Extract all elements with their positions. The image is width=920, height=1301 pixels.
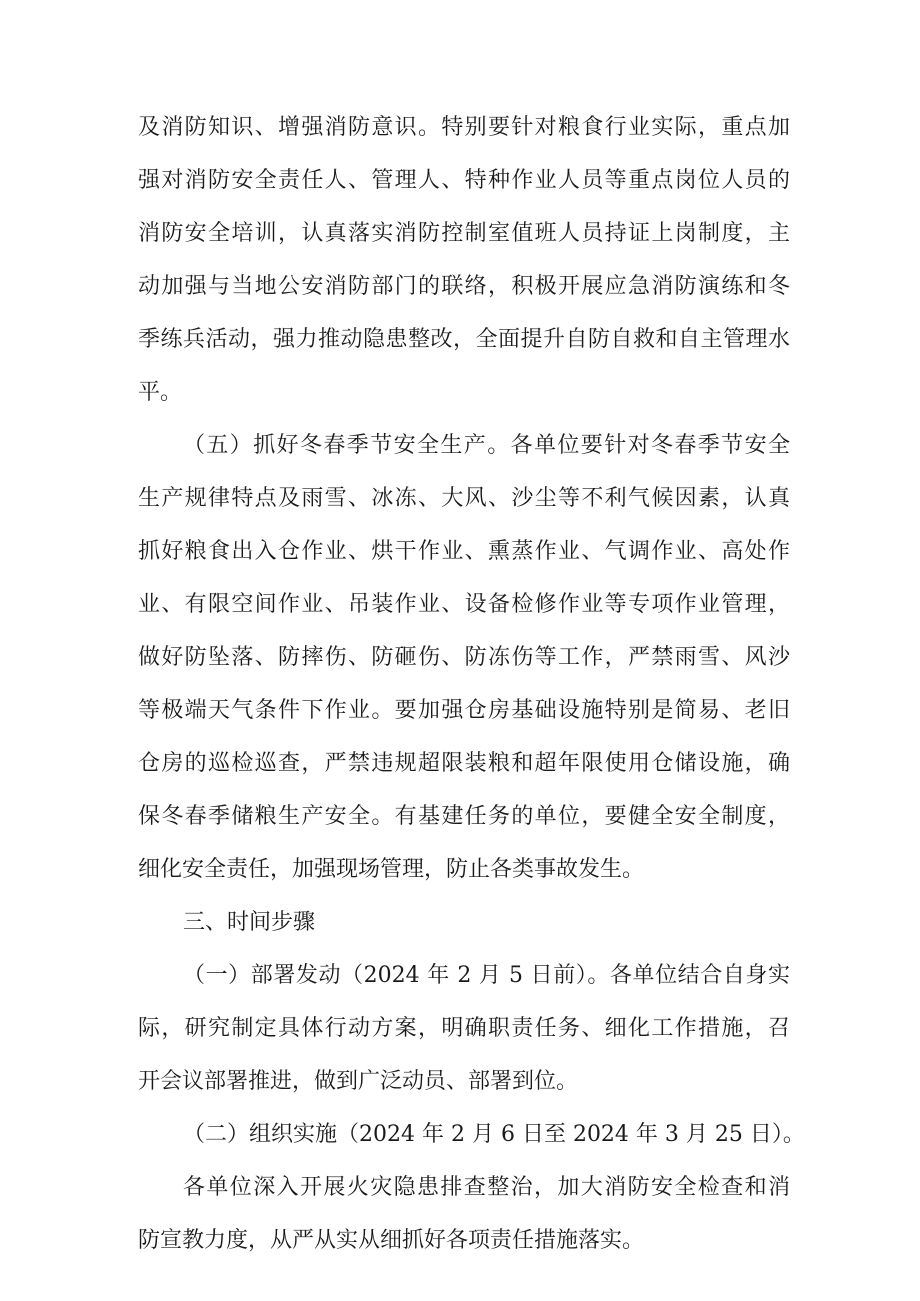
paragraph-line: 做好防坠落、防摔伤、防砸伤、防冻伤等工作，严禁雨雪、风沙 <box>138 645 790 670</box>
paragraph-line: 保冬春季储粮生产安全。有基建任务的单位，要健全安全制度， <box>138 804 790 829</box>
paragraph-line: 动加强与当地公安消防部门的联络，积极开展应急消防演练和冬 <box>138 274 790 299</box>
paragraph-line: 季练兵活动，强力推动隐患整改，全面提升自防自救和自主管理水 <box>138 327 790 352</box>
paragraph-line: 平。 <box>138 380 183 405</box>
paragraph-line: （一）部署发动（2024 年 2 月 5 日前）。各单位结合自身实 <box>183 963 790 988</box>
paragraph-line: 抓好粮食出入仓作业、烘干作业、熏蒸作业、气调作业、高处作 <box>138 539 790 564</box>
paragraph-line: 强对消防安全责任人、管理人、特种作业人员等重点岗位人员的 <box>138 168 790 193</box>
paragraph-line: （二）组织实施（2024 年 2 月 6 日至 2024 年 3 月 25 日）。 <box>183 1122 805 1147</box>
paragraph-line: 及消防知识、增强消防意识。特别要针对粮食行业实际，重点加 <box>138 115 790 140</box>
paragraph-line: 等极端天气条件下作业。要加强仓房基础设施特别是简易、老旧 <box>138 698 790 723</box>
section-heading: 三、时间步骤 <box>183 910 316 935</box>
paragraph-line: 消防安全培训，认真落实消防控制室值班人员持证上岗制度，主 <box>138 221 790 246</box>
paragraph-line: 业、有限空间作业、吊装作业、设备检修作业等专项作业管理， <box>138 592 790 617</box>
paragraph-line: 仓房的巡检巡查，严禁违规超限装粮和超年限使用仓储设施，确 <box>138 751 790 776</box>
paragraph-line: 生产规律特点及雨雪、冰冻、大风、沙尘等不利气候因素，认真 <box>138 486 790 511</box>
paragraph-line: 开会议部署推进，做到广泛动员、部署到位。 <box>138 1069 579 1094</box>
paragraph-line: 际，研究制定具体行动方案，明确职责任务、细化工作措施，召 <box>138 1016 790 1041</box>
paragraph-line: 各单位深入开展火灾隐患排查整治，加大消防安全检查和消 <box>183 1175 790 1200</box>
paragraph-line: 防宣教力度，从严从实从细抓好各项责任措施落实。 <box>138 1228 645 1253</box>
paragraph-line: 细化安全责任，加强现场管理，防止各类事故发生。 <box>138 857 645 882</box>
paragraph-line: （五）抓好冬春季节安全生产。各单位要针对冬春季节安全 <box>183 433 790 458</box>
